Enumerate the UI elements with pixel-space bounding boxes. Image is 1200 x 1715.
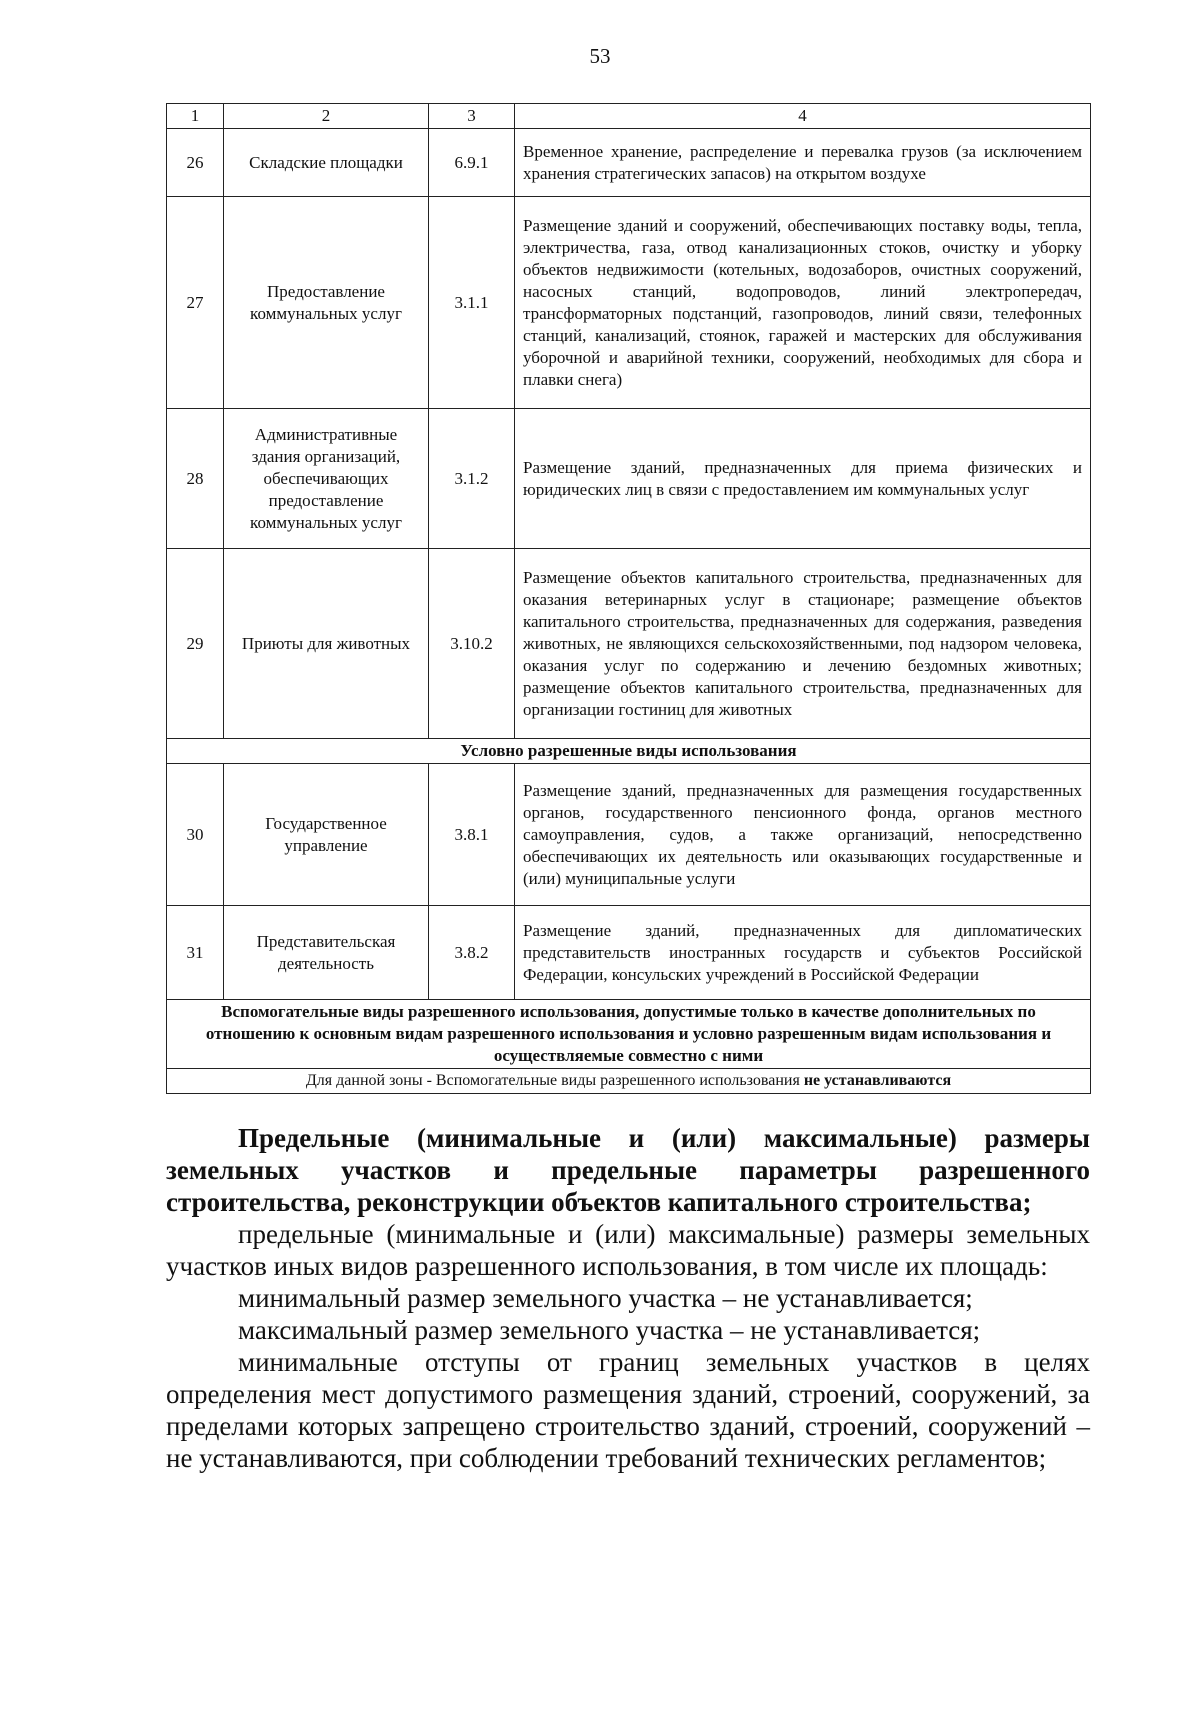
use-type-name: Государственное управление: [224, 764, 429, 906]
use-type-description: Размещение зданий, предназначенных для дипломатических представительств иностранных государств и субъектов Российской Федерации, консульских учреждений в Российской Федерации: [515, 906, 1091, 1000]
section-header-row: [167, 1000, 1091, 1069]
use-type-description: Размещение объектов капитального строительства, предназначенных для оказания ветеринарных услуг в стационаре; размещение объектов капитального строительства, предназначенных для содержания, разведения животных, не являющихся сельскохозяйственными, под надзором человека, оказания услуг по содержанию и лечению бездомных животных; размещение объектов капитального строительства, предназначенных для организации гостиниц для животных: [515, 549, 1091, 739]
paragraph: максимальный размер земельного участка – не устанавливается;: [238, 1315, 981, 1345]
column-header: 3: [429, 104, 515, 129]
use-type-name: Административные здания организаций, обеспечивающих предоставление коммунальных услуг: [224, 409, 429, 549]
body-text: [166, 1122, 1090, 1474]
column-header: 4: [515, 104, 1091, 129]
use-type-description: Размещение зданий, предназначенных для размещения государственных органов, государственного пенсионного фонда, органов местного самоуправления, судов, а также организаций, непосредственно обеспечивающих их деятельность или оказывающих государственные и (или) муниципальные услуги: [515, 764, 1091, 906]
row-number: 31: [167, 906, 224, 1000]
use-type-name: Представительская деятельность: [224, 906, 429, 1000]
use-type-name: Предоставление коммунальных услуг: [224, 197, 429, 409]
use-type-name: Складские площадки: [224, 129, 429, 197]
use-type-description: Временное хранение, распределение и перевалка грузов (за исключением хранения стратегических запасов) на открытом воздухе: [515, 129, 1091, 197]
column-header: 2: [224, 104, 429, 129]
section-heading: Предельные (минимальные и (или) максимальные) размеры земельных участков и предельные параметры разрешенного строительства, реконструкции объектов капитального строительства;: [166, 1123, 1090, 1217]
paragraph: предельные (минимальные и (или) максимальные) размеры земельных участков иных видов разрешенного использования, в том числе их площадь:: [166, 1219, 1090, 1281]
table-row: [167, 906, 1091, 1000]
row-number: 27: [167, 197, 224, 409]
page-number: 53: [589, 44, 611, 68]
note-prefix: Для данной зоны - Вспомогательные виды разрешенного использования: [305, 1072, 800, 1089]
section-conditional-title: Условно разрешенные виды использования: [167, 739, 1091, 764]
use-type-code: 3.1.2: [429, 409, 515, 549]
table-note-row: [167, 1069, 1091, 1094]
section-header-row: [167, 739, 1091, 764]
use-type-name: Приюты для животных: [224, 549, 429, 739]
paragraph: минимальный размер земельного участка – не устанавливается;: [238, 1283, 973, 1313]
use-type-code: 3.1.1: [429, 197, 515, 409]
use-type-code: 3.8.2: [429, 906, 515, 1000]
section-auxiliary-title: Вспомогательные виды разрешенного использования, допустимые только в качестве дополнительных по отношению к основным видам разрешенного использования и условно разрешенным видам использования и осуществляемые совместно с ними: [167, 1000, 1091, 1069]
column-header: 1: [167, 104, 224, 129]
auxiliary-note: [167, 1069, 1091, 1094]
table-row: [167, 409, 1091, 549]
row-number: 30: [167, 764, 224, 906]
table-row: [167, 197, 1091, 409]
row-number: 29: [167, 549, 224, 739]
note-bold: не устанавливаются: [803, 1072, 952, 1089]
table-header-row: [167, 104, 1091, 129]
use-type-code: 6.9.1: [429, 129, 515, 197]
use-type-code: 3.10.2: [429, 549, 515, 739]
paragraph: минимальные отступы от границ земельных участков в целях определения мест допустимого размещения зданий, строений, сооружений, за пределами которых запрещено строительство зданий, строений, сооружений – не устанавливаются, при соблюдении требований технических регламентов;: [166, 1347, 1090, 1473]
table-row: [167, 129, 1091, 197]
row-number: 28: [167, 409, 224, 549]
land-use-table: [166, 103, 1091, 1094]
table-row: [167, 549, 1091, 739]
use-type-code: 3.8.1: [429, 764, 515, 906]
use-type-description: Размещение зданий и сооружений, обеспечивающих поставку воды, тепла, электричества, газа, отвод канализационных стоков, очистку и уборку объектов недвижимости (котельных, водозаборов, очистных сооружений, насосных станций, водопроводов, линий электропередач, трансформаторных подстанций, газопроводов, линий связи, телефонных станций, канализаций, стоянок, гаражей и мастерских для обслуживания уборочной и аварийной техники, сооружений, необходимых для сбора и плавки снега): [515, 197, 1091, 409]
row-number: 26: [167, 129, 224, 197]
use-type-description: Размещение зданий, предназначенных для приема физических и юридических лиц в связи с предоставлением им коммунальных услуг: [515, 409, 1091, 549]
table-row: [167, 764, 1091, 906]
